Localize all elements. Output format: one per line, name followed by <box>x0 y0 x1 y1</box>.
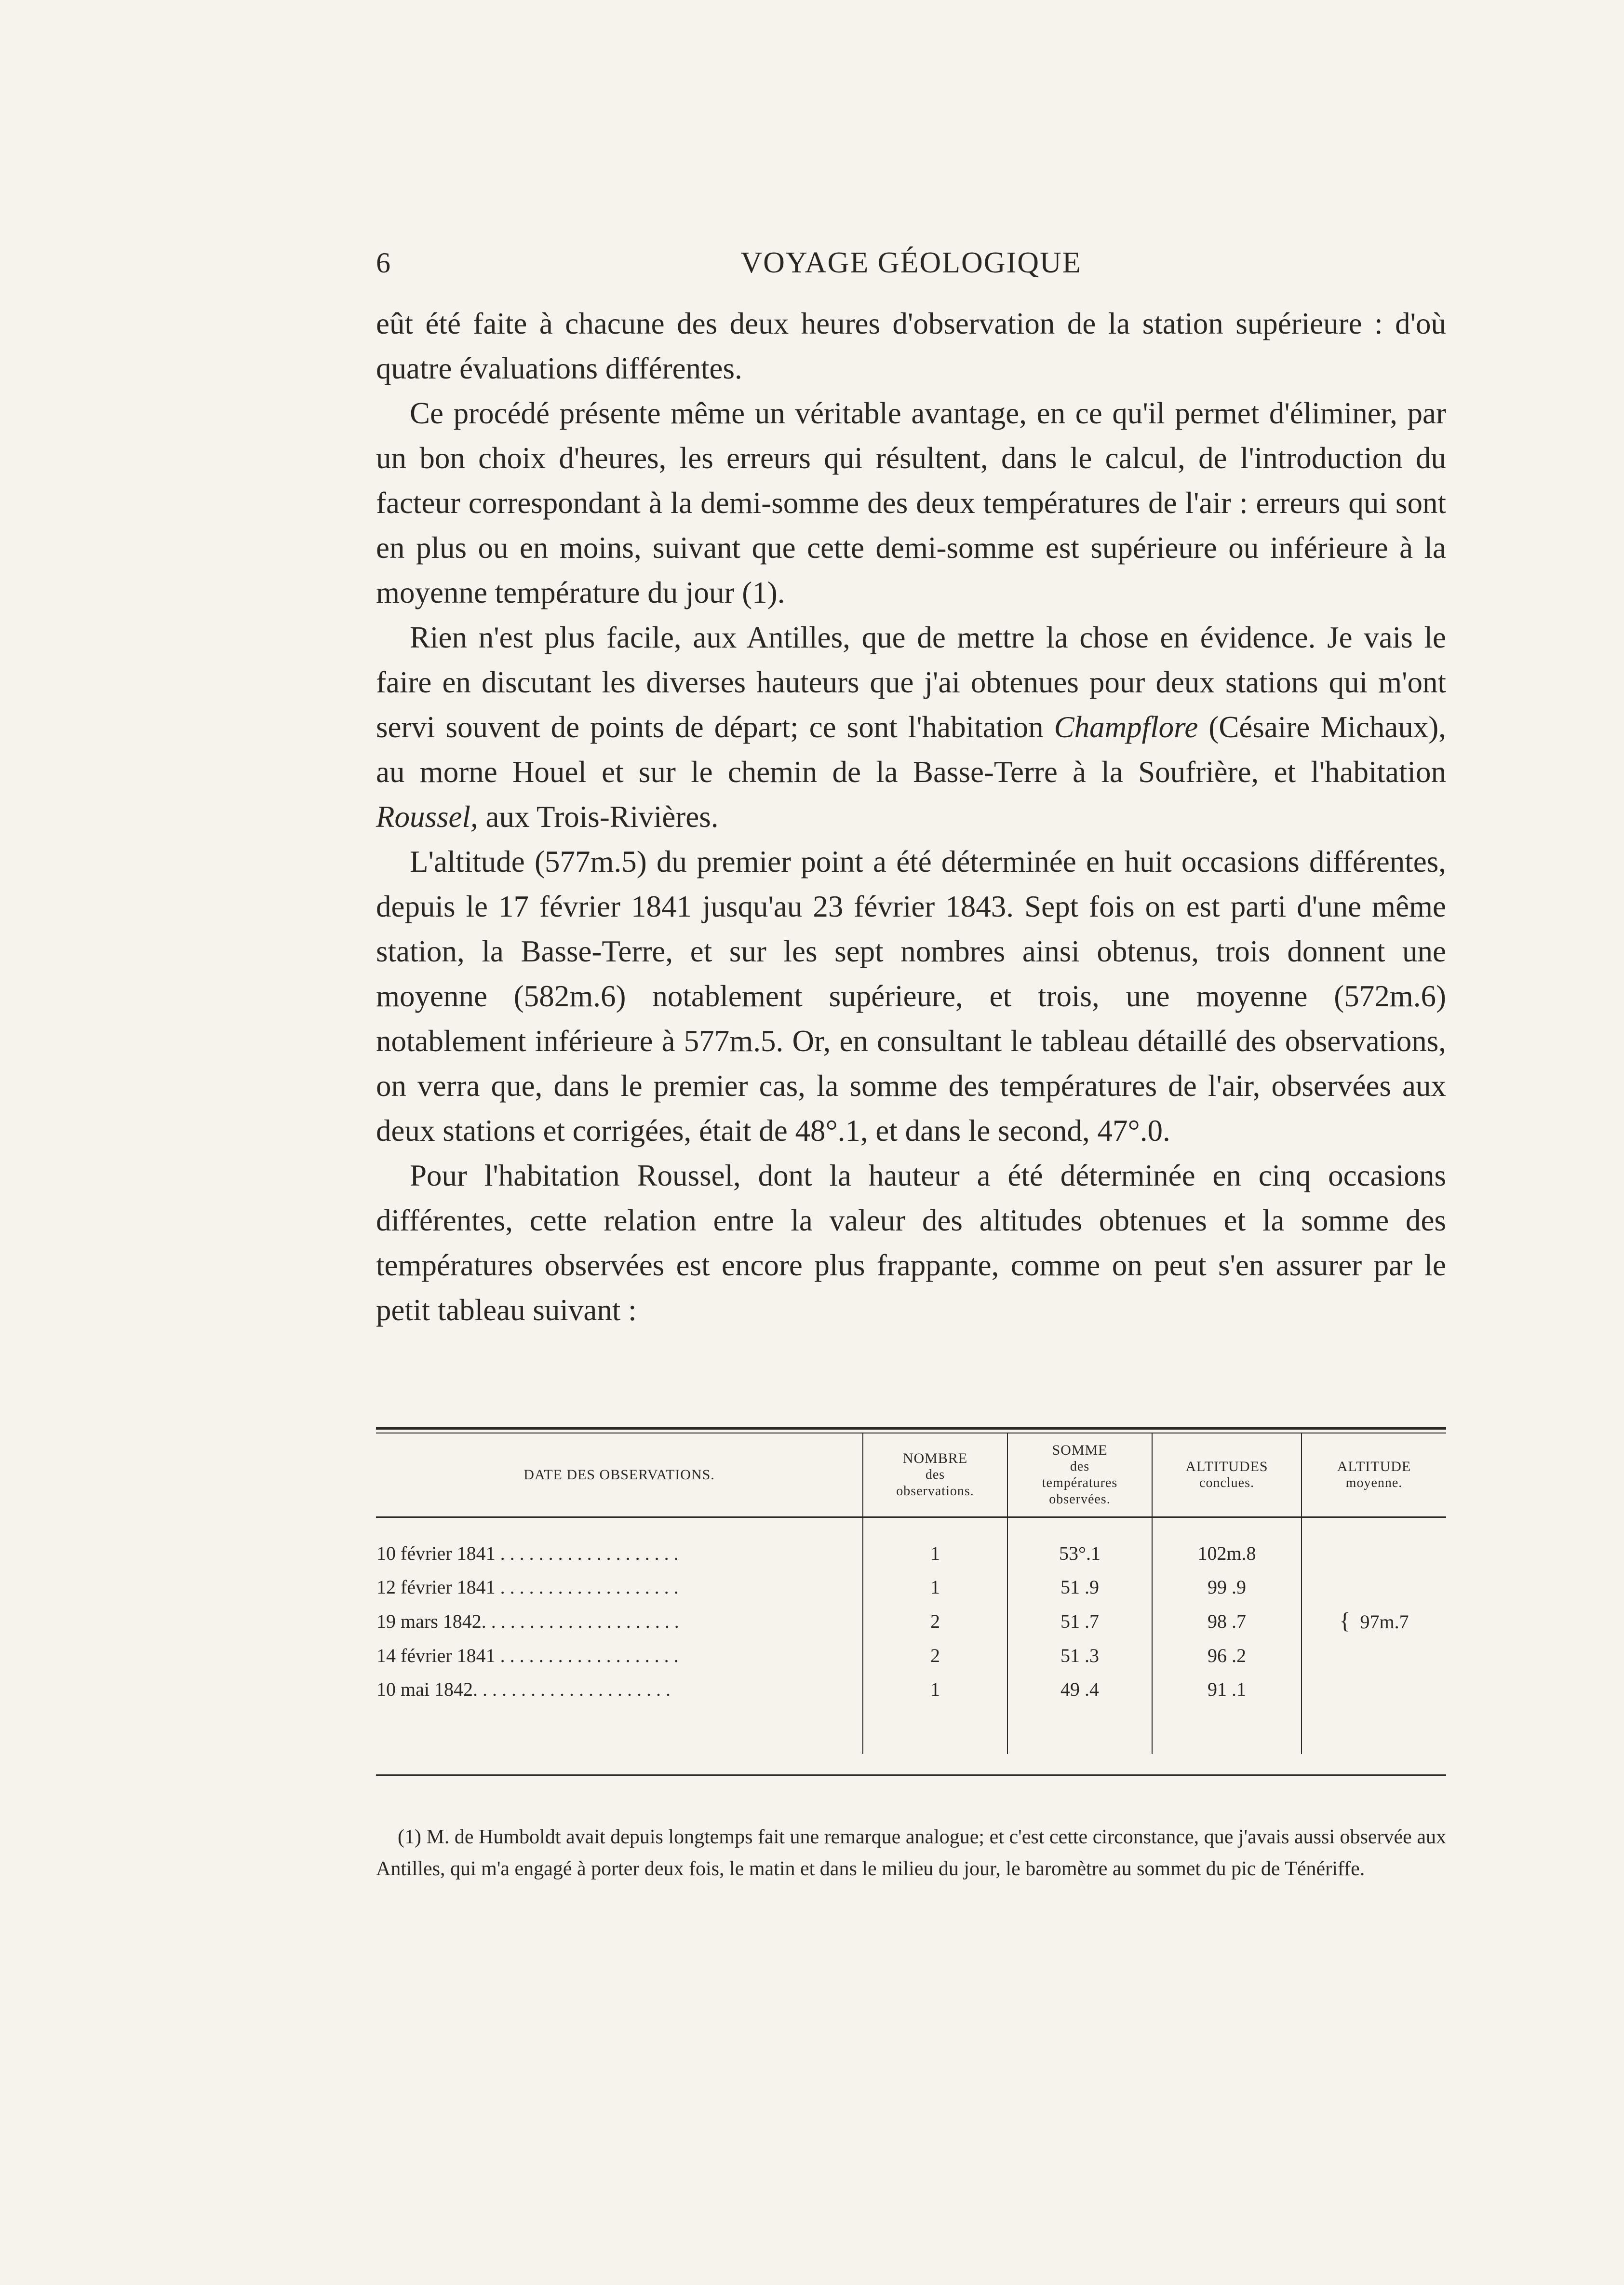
header-altitudes: ALTITUDES conclues. <box>1152 1433 1302 1517</box>
cell-altitude: 96 .2 <box>1152 1639 1302 1673</box>
page-number: 6 <box>376 247 390 279</box>
header-nombre: NOMBRE des observations. <box>863 1433 1007 1517</box>
running-title: VOYAGE GÉOLOGIQUE <box>740 246 1082 279</box>
paragraph-2: Ce procédé présente même un véritable avantage, en ce qu'il permet d'éliminer, par un bon choix d'heures, les erreurs qui résultent, dans le calcul, de l'introduction du facteur correspondant à la demi-somme des deux températures de l'air : erreurs qui sont en plus ou en moins, suivant que cette demi-somme est supérieure ou inférieure à la moyenne température du jour (1). <box>376 396 1446 609</box>
table-row <box>376 1517 1446 1571</box>
cell-moyenne <box>1302 1604 1446 1639</box>
paragraph-4: L'altitude (577m.5) du premier point a été déterminée en huit occasions différentes, depuis le 17 février 1841 jusqu'au 23 février 1843. Sept fois on est parti d'une même station, la Basse-Terre, et sur les sept nombres ainsi obtenus, trois donnent une moyenne (582m.6) notablement supérieure, et trois, une moyenne (572m.6) notablement inférieure à 577m.5. Or, en consultant le tableau détaillé des observations, on verra que, dans le premier cas, la somme des températures de l'air, observées aux deux stations et corrigées, était de 48°.1, et dans le second, 47°.0. <box>376 845 1446 1148</box>
paragraph-3-part-b: (Césaire Michaux), au morne Houel et sur le chemin de la Basse-Terre à la Soufrière, et l'habitation <box>376 710 1447 789</box>
body-text <box>376 301 1446 1333</box>
cell-date: 10 mai 1842. . . . . . . . . . . . . . . . . . . . . <box>376 1678 671 1700</box>
cell-somme: 51 .7 <box>1007 1604 1152 1639</box>
cell-date: 19 mars 1842. . . . . . . . . . . . . . . . . . . . . <box>376 1610 679 1632</box>
cell-nombre: 1 <box>863 1570 1007 1604</box>
page-header <box>376 243 1446 282</box>
observations-table <box>376 1433 1446 1754</box>
observations-table-block <box>376 1427 1446 1754</box>
altitude-moyenne-value: 97m.7 <box>1360 1611 1409 1633</box>
place-name-champflore: Champflore <box>1054 710 1198 744</box>
header-somme: SOMME des températures observées. <box>1007 1433 1152 1517</box>
cell-somme: 51 .3 <box>1007 1639 1152 1673</box>
paragraph-5: Pour l'habitation Roussel, dont la hauteur a été déterminée en cinq occasions différentes, cette relation entre la valeur des altitudes obtenues et la somme des températures observées est encore plus frappante, comme on peut s'en assurer par le petit tableau suivant : <box>376 1159 1446 1327</box>
cell-altitude: 98 .7 <box>1152 1604 1302 1639</box>
brace-icon: { <box>1339 1608 1351 1634</box>
table-header-row <box>376 1433 1446 1517</box>
table-top-rule <box>376 1427 1446 1430</box>
table-row <box>376 1673 1446 1754</box>
cell-altitude: 102m.8 <box>1152 1517 1302 1571</box>
cell-altitude: 91 .1 <box>1152 1673 1302 1754</box>
table-row <box>376 1570 1446 1604</box>
footnote-1: (1) M. de Humboldt avait depuis longtemps fait une remarque analogue; et c'est cette circonstance, que j'avais aussi observée aux Antilles, qui m'a engagé à porter deux fois, le matin et dans le milieu du jour, le baromètre au sommet du pic de Ténériffe. <box>376 1826 1446 1880</box>
cell-nombre: 2 <box>863 1639 1007 1673</box>
cell-date: 10 février 1841 . . . . . . . . . . . . . . . . . . . <box>376 1542 679 1564</box>
cell-nombre: 2 <box>863 1604 1007 1639</box>
header-date: DATE DES OBSERVATIONS. <box>376 1433 863 1517</box>
place-name-roussel: Roussel, <box>376 800 478 834</box>
paragraph-3-part-a: Rien n'est plus facile, aux Antilles, que de mettre la chose en évidence. Je vais le faire en discutant les diverses hauteurs que j'ai obtenues pour deux stations qui m'ont servi souvent de points de départ; ce sont l'habitation <box>376 621 1446 744</box>
cell-somme: 51 .9 <box>1007 1570 1152 1604</box>
table-row <box>376 1604 1446 1639</box>
cell-moyenne-empty <box>1302 1639 1446 1673</box>
cell-moyenne-empty <box>1302 1673 1446 1754</box>
cell-somme: 53°.1 <box>1007 1517 1152 1571</box>
cell-nombre: 1 <box>863 1517 1007 1571</box>
cell-somme: 49 .4 <box>1007 1673 1152 1754</box>
paragraph-3 <box>376 615 1446 839</box>
cell-moyenne-empty <box>1302 1517 1446 1571</box>
table-bottom-rule <box>376 1774 1446 1776</box>
cell-nombre: 1 <box>863 1673 1007 1754</box>
paragraph-1: eût été faite à chacune des deux heures d'observation de la station supérieure : d'où quatre évaluations différentes. <box>376 307 1446 385</box>
cell-date: 12 février 1841 . . . . . . . . . . . . . . . . . . . <box>376 1576 679 1598</box>
cell-moyenne-empty <box>1302 1570 1446 1604</box>
header-altitude-moyenne: ALTITUDE moyenne. <box>1302 1433 1446 1517</box>
cell-altitude: 99 .9 <box>1152 1570 1302 1604</box>
cell-date: 14 février 1841 . . . . . . . . . . . . . . . . . . . <box>376 1645 679 1666</box>
table-row <box>376 1639 1446 1673</box>
paragraph-3-part-c: aux Trois-Rivières. <box>478 800 719 834</box>
